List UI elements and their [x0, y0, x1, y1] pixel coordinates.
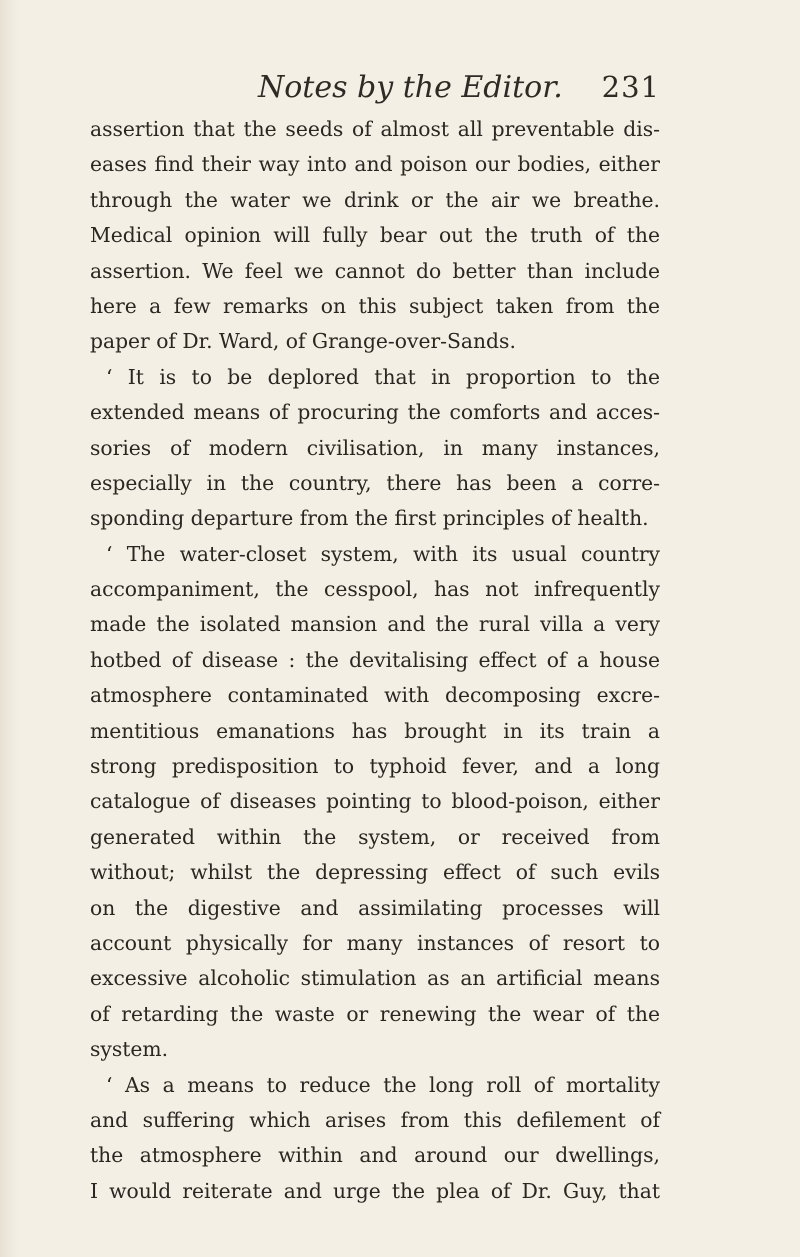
text-line: ‘ The water-closet system, with its usual country	[106, 541, 660, 566]
text-line: ‘ It is to be deplored that in proportion to the	[106, 364, 660, 389]
text-line: strong predisposition to typhoid fever, and a long	[90, 754, 660, 779]
text-line: system.	[90, 1037, 169, 1062]
text-line: the atmosphere within and around our dwellings,	[90, 1143, 660, 1168]
text-line: I would reiterate and urge the plea of Dr. Guy, that	[90, 1178, 660, 1203]
running-title: Notes by the Editor.	[258, 70, 563, 105]
text-line: excessive alcoholic stimulation as an artificial means	[90, 966, 660, 991]
text-line: assertion that the seeds of almost all preventable dis-	[90, 117, 660, 141]
text-line: without; whilst the depressing effect of such evils	[90, 860, 660, 885]
text-line: hotbed of disease : the devitalising effect of a house	[90, 647, 660, 672]
text-line: especially in the country, there has been a corre-	[90, 470, 660, 495]
text-line: made the isolated mansion and the rural villa a very	[90, 612, 660, 637]
text-line: sponding departure from the first principles of health.	[90, 506, 649, 531]
text-line: ‘ As a means to reduce the long roll of mortality	[106, 1072, 660, 1097]
text-line: accompaniment, the cesspool, has not infrequently	[90, 577, 660, 602]
text-line: eases find their way into and poison our bodies, either	[90, 152, 660, 177]
text-line: extended means of procuring the comforts and acces-	[90, 400, 660, 425]
text-line: on the digestive and assimilating processes will	[90, 895, 660, 920]
text-line: here a few remarks on this subject taken from the	[90, 293, 660, 318]
text-line: assertion. We feel we cannot do better than include	[90, 258, 660, 283]
text-line: sories of modern civilisation, in many instances,	[90, 435, 660, 460]
text-line: catalogue of diseases pointing to blood-poison, either	[90, 789, 660, 814]
text-line: paper of Dr. Ward, of Grange-over-Sands.	[90, 329, 516, 354]
text-line: of retarding the waste or renewing the wear of the	[90, 1001, 660, 1026]
text-line: mentitious emanations has brought in its train a	[90, 718, 660, 743]
text-line: atmosphere contaminated with decomposing excre-	[90, 683, 660, 708]
text-line: account physically for many instances of resort to	[90, 930, 660, 955]
text-line: Medical opinion will fully bear out the truth of the	[90, 223, 660, 248]
page-gutter-edge	[0, 0, 18, 1257]
text-line: and suffering which arises from this defilement of	[90, 1107, 660, 1132]
text-line: generated within the system, or received from	[90, 824, 660, 849]
page-number: 231	[601, 70, 660, 104]
text-line: through the water we drink or the air we breathe.	[90, 187, 660, 212]
page-header	[90, 70, 660, 110]
body-text	[90, 112, 660, 1209]
